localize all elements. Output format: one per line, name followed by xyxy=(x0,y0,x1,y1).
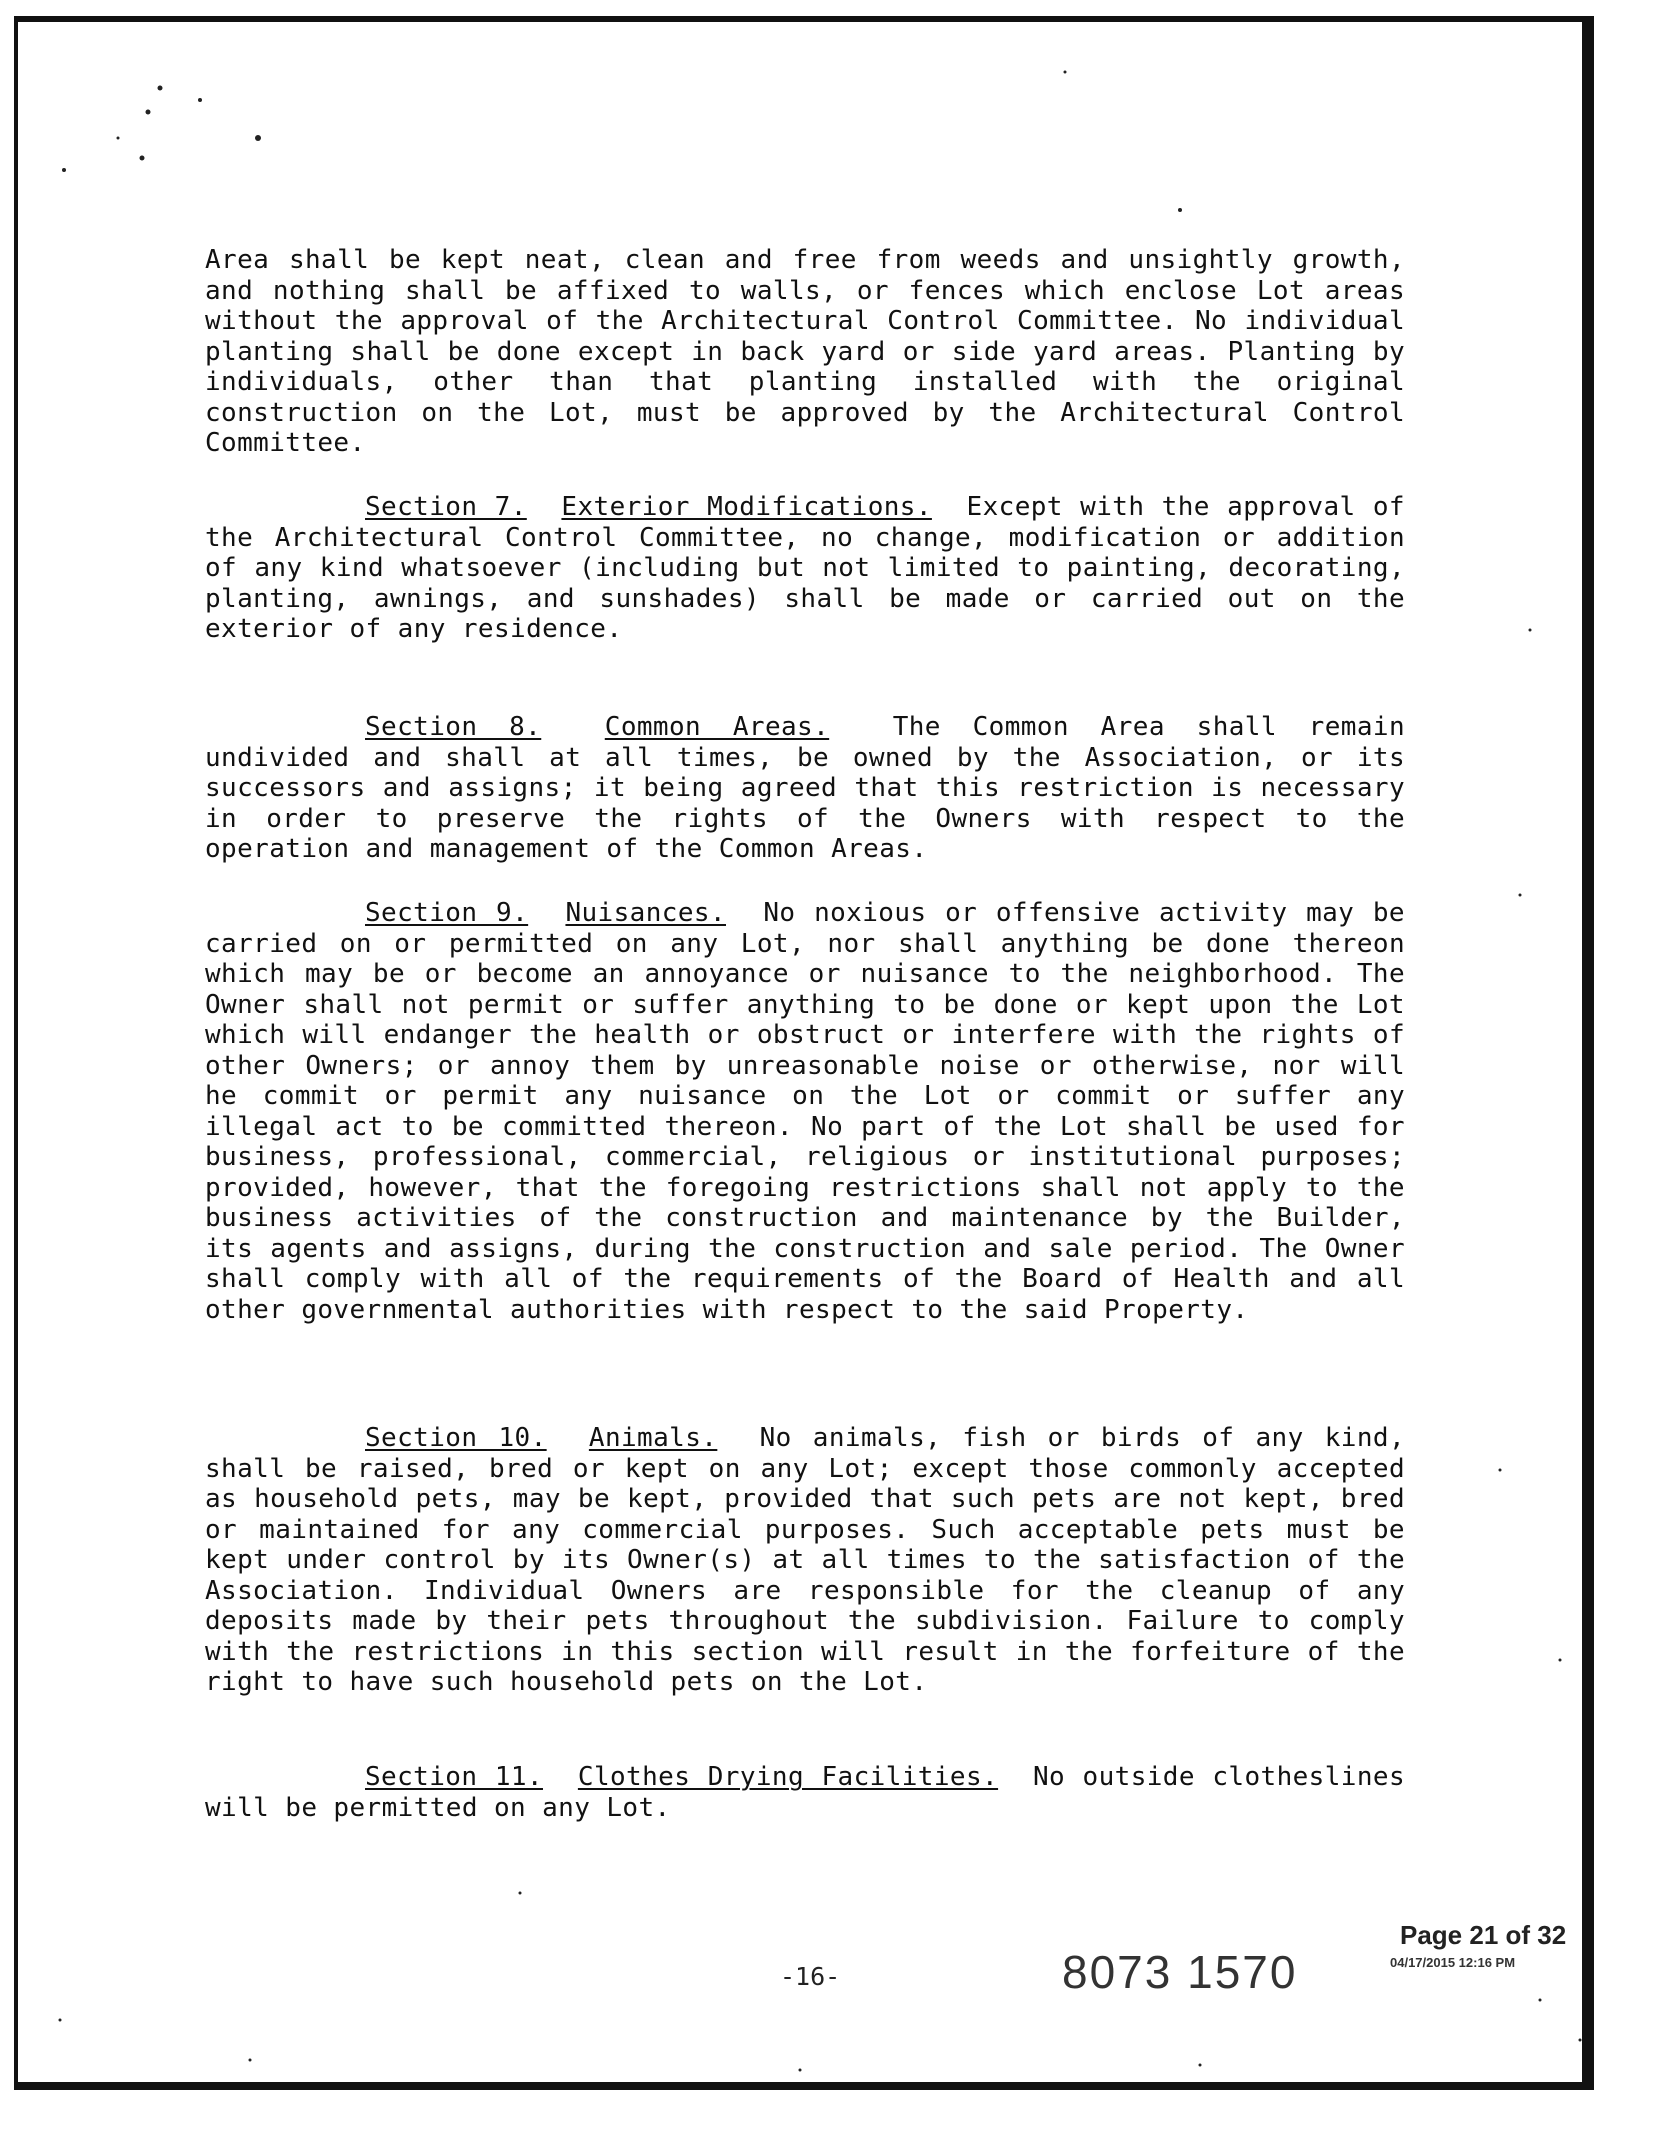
section-10-number: Section 10. xyxy=(365,1423,547,1453)
intro-paragraph xyxy=(205,245,1405,459)
recording-timestamp: 04/17/2015 12:16 PM xyxy=(1390,1955,1516,1970)
section-7 xyxy=(205,492,1405,645)
intro-text: Area shall be kept neat, clean and free from weeds and unsightly growth, and nothing shall be affixed to walls, or fences which enclose Lot areas without the approval of the Architectural Control Committee. No individual planting shall be done except in back yard or side yard areas. Planting by individuals, other than that planting installed with the original construction on the Lot, must be approved by the Architectural Control Committee. xyxy=(205,245,1405,458)
section-11 xyxy=(205,1762,1405,1823)
section-11-title: Clothes Drying Facilities. xyxy=(577,1762,999,1792)
section-7-body: Except with the approval of the Architectural Control Committee, no change, modification or addition of any kind whatsoever (including but not limited to painting, decorating, planting, awnings, and sunshades) shall be made or carried out on the exterior of any residence. xyxy=(205,492,1405,644)
section-8-body: The Common Area shall remain undivided and shall at all times, be owned by the Association, or its successors and assigns; it being agreed that this restriction is necessary in order to preserve the rights of the Owners with respect to the operation and management of the Common Areas. xyxy=(205,712,1405,864)
section-8-number: Section 8. xyxy=(365,712,542,742)
section-9-title: Nuisances. xyxy=(565,898,726,928)
section-10 xyxy=(205,1423,1405,1698)
section-8-title: Common Areas. xyxy=(604,712,830,742)
section-9-body: No noxious or offensive activity may be carried on or permitted on any Lot, nor shall anything be done thereon which may be or become an annoyance or nuisance to the neighborhood. The Owner shall not permit or suffer anything to be done or kept upon the Lot which will endanger the health or obstruct or interfere with the rights of other Owners; or annoy them by unreasonable noise or otherwise, nor will he commit or permit any nuisance on the Lot or commit or suffer any illegal act to be committed thereon. No part of the Lot shall be used for business, professional, commercial, religious or institutional purposes; provided, however, that the foregoing restrictions shall not apply to the business activities of the construction and maintenance by the Builder, its agents and assigns, during the construction and sale period. The Owner shall comply with all of the requirements of the Board of Health and all other governmental authorities with respect to the said Property. xyxy=(205,898,1405,1325)
section-11-body: No outside clotheslines will be permitted on any Lot. xyxy=(205,1762,1406,1823)
section-11-number: Section 11. xyxy=(365,1762,543,1792)
page-number: -16- xyxy=(780,1962,841,1991)
section-8 xyxy=(205,712,1405,865)
section-10-body: No animals, fish or birds of any kind, shall be raised, bred or kept on any Lot; except those commonly accepted as household pets, may be kept, provided that such pets are not kept, bred or maintained for any commercial purposes. Such acceptable pets must be kept under control by its Owner(s) at all times to the satisfaction of the Association. Individual Owners are responsible for the cleanup of any deposits made by their pets throughout the subdivision. Failure to comply with the restrictions in this section will result in the forfeiture of the right to have such household pets on the Lot. xyxy=(205,1423,1406,1697)
section-9-number: Section 9. xyxy=(365,898,529,928)
page-of-stamp: Page 21 of 32 xyxy=(1400,1920,1567,1950)
section-10-title: Animals. xyxy=(588,1423,718,1453)
section-7-number: Section 7. xyxy=(365,492,527,522)
section-9 xyxy=(205,898,1405,1325)
section-7-title: Exterior Modifications. xyxy=(561,492,932,522)
document-number: 8073 1570 xyxy=(1062,1946,1298,1998)
